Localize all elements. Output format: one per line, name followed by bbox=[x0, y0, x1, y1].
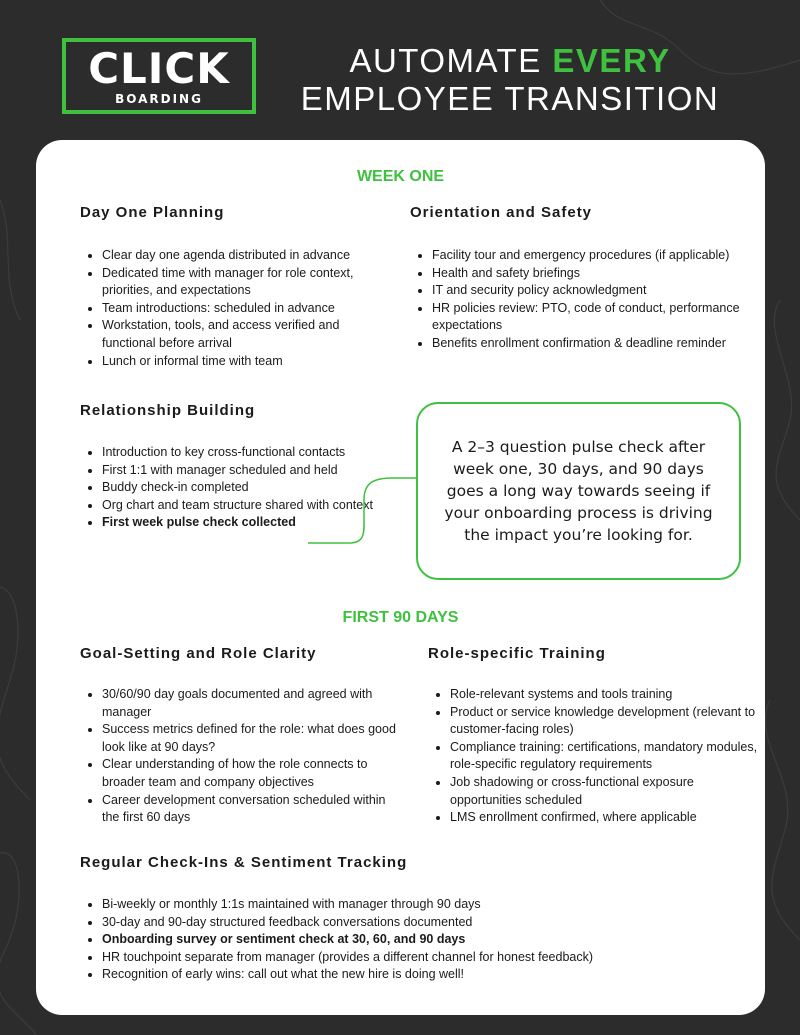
list-item: • Role-relevant systems and tools training bbox=[450, 686, 760, 704]
list-item: • Career development conversation scheduled within the first 60 days bbox=[102, 792, 402, 827]
list-item: • 30-day and 90-day structured feedback conversations documented bbox=[102, 914, 702, 932]
list-item: • Org chart and team structure shared with context bbox=[102, 497, 392, 515]
list-item: • IT and security policy acknowledgment bbox=[432, 282, 772, 300]
list-item: • Lunch or informal time with team bbox=[102, 353, 392, 371]
pulse-check-callout bbox=[416, 402, 741, 580]
list-item: • Recognition of early wins: call out what the new hire is doing well! bbox=[102, 966, 702, 984]
list-role-specific-training bbox=[428, 686, 760, 827]
clickboarding-logo bbox=[62, 38, 256, 114]
headline-line-1 bbox=[300, 42, 720, 80]
list-item: • Introduction to key cross-functional contacts bbox=[102, 444, 392, 462]
list-item: • Job shadowing or cross-functional exposure opportunities scheduled bbox=[450, 774, 760, 809]
list-item: • Bi-weekly or monthly 1:1s maintained with manager through 90 days bbox=[102, 896, 702, 914]
list-item: • Clear understanding of how the role connects to broader team and company objectives bbox=[102, 756, 402, 791]
list-item: • Benefits enrollment confirmation & deadline reminder bbox=[432, 335, 772, 353]
list-item: • Onboarding survey or sentiment check at 30, 60, and 90 days bbox=[102, 931, 702, 949]
callout-text: A 2–3 question pulse check after week one, 30 days, and 90 days goes a long way towards seeing if your onboarding process is driving the impact you’re looking for. bbox=[444, 438, 713, 544]
list-item: • Facility tour and emergency procedures (if applicable) bbox=[432, 247, 772, 265]
heading-goal-setting: Goal-Setting and Role Clarity bbox=[80, 645, 317, 662]
list-item: • Buddy check-in completed bbox=[102, 479, 392, 497]
page-headline bbox=[300, 42, 720, 118]
headline-line-2: EMPLOYEE TRANSITION bbox=[300, 80, 720, 117]
list-item: • LMS enrollment confirmed, where applicable bbox=[450, 809, 760, 827]
list-orientation-and-safety bbox=[410, 247, 772, 353]
list-item: • Dedicated time with manager for role context, priorities, and expectations bbox=[102, 265, 392, 300]
list-item: • Product or service knowledge development (relevant to customer-facing roles) bbox=[450, 704, 760, 739]
list-item: • Compliance training: certifications, mandatory modules, role-specific regulatory requirements bbox=[450, 739, 760, 774]
list-goal-setting bbox=[80, 686, 402, 827]
headline-highlight: EVERY bbox=[552, 42, 671, 79]
list-item: • HR policies review: PTO, code of conduct, performance expectations bbox=[432, 300, 772, 335]
list-item: • Clear day one agenda distributed in advance bbox=[102, 247, 392, 265]
list-item: • First 1:1 with manager scheduled and held bbox=[102, 462, 392, 480]
callout-connector-line bbox=[300, 470, 420, 550]
heading-role-specific-training: Role-specific Training bbox=[428, 645, 606, 662]
section-title-first-90-days: FIRST 90 DAYS bbox=[342, 609, 459, 626]
heading-orientation-and-safety: Orientation and Safety bbox=[410, 204, 593, 221]
logo-wordmark: CLICK bbox=[88, 44, 230, 93]
logo-subtext: BOARDING bbox=[115, 92, 203, 106]
list-item: • 30/60/90 day goals documented and agreed with manager bbox=[102, 686, 402, 721]
list-item: • Health and safety briefings bbox=[432, 265, 772, 283]
heading-day-one-planning: Day One Planning bbox=[80, 204, 225, 221]
heading-regular-check-ins: Regular Check-Ins & Sentiment Tracking bbox=[80, 854, 408, 871]
list-regular-check-ins bbox=[80, 896, 702, 984]
list-item: • HR touchpoint separate from manager (provides a different channel for honest feedback) bbox=[102, 949, 702, 967]
list-item: • Team introductions: scheduled in advance bbox=[102, 300, 392, 318]
list-item: • First week pulse check collected bbox=[102, 514, 392, 532]
list-day-one-planning bbox=[80, 247, 392, 370]
heading-relationship-building: Relationship Building bbox=[80, 402, 256, 419]
list-item: • Success metrics defined for the role: what does good look like at 90 days? bbox=[102, 721, 402, 756]
section-title-week-one: WEEK ONE bbox=[356, 168, 445, 185]
list-item: • Workstation, tools, and access verified and functional before arrival bbox=[102, 317, 392, 352]
headline-prefix: AUTOMATE bbox=[349, 42, 553, 79]
